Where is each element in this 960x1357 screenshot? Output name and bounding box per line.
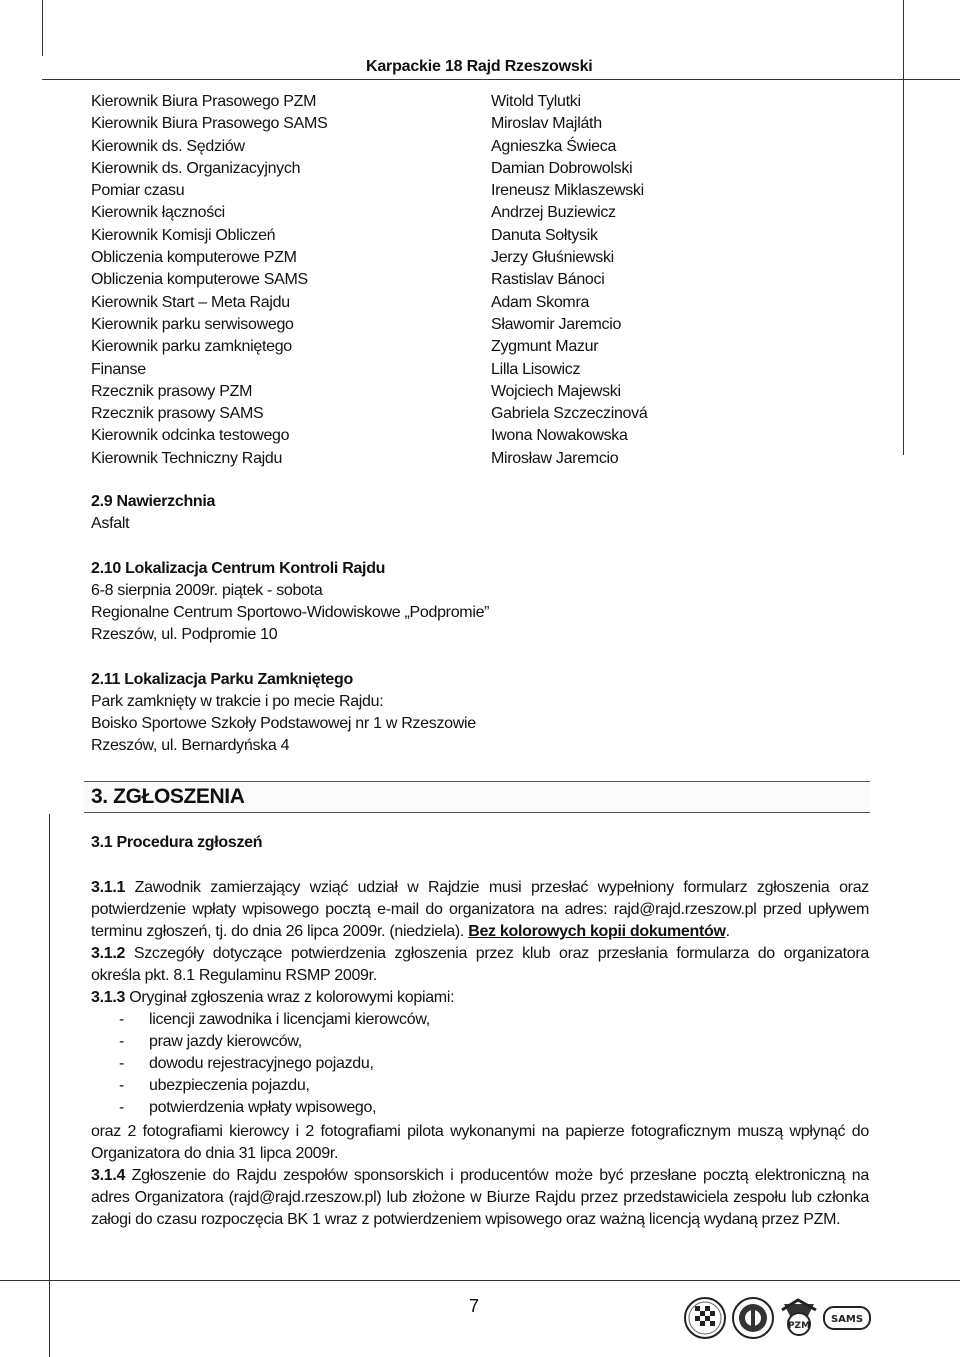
official-name: Gabriela Szczeczinová xyxy=(491,405,648,423)
surface-value: Asfalt xyxy=(91,515,130,532)
official-name: Sławomir Jaremcio xyxy=(491,315,622,333)
paragraph-3-1-4 xyxy=(91,1165,869,1231)
official-name: Ireneusz Miklaszewski xyxy=(491,182,644,200)
officials-roles-column xyxy=(91,91,327,470)
role-item: Kierownik Komisji Obliczeń xyxy=(91,226,276,244)
role-item: Obliczenia komputerowe SAMS xyxy=(91,271,308,289)
paragraph-text: Oryginał zgłoszenia wraz z kolorowymi kopiami: xyxy=(125,989,455,1006)
paragraph-3-1-3-continued: oraz 2 fotografiami kierowcy i 2 fotografiami pilota wykonanymi na papierze fotograficznym muszą wpłynąć do Organizatora do dnia 31 lipca 2009r. xyxy=(91,1123,869,1162)
text-line: Park zamknięty w trakcie i po mecie Rajdu: xyxy=(91,693,384,710)
official-name: Miroslav Majláth xyxy=(491,115,602,133)
list-item: - ubezpieczenia pojazdu, xyxy=(119,1077,310,1094)
official-name: Andrzej Buziewicz xyxy=(491,204,616,222)
paragraph-number: 3.1.3 xyxy=(91,989,126,1006)
paragraph-text: Szczegóły dotyczące potwierdzenia zgłoszenia przez klub oraz przesłania formularza do organizatora określa pkt. 8.1 Regulaminu RSMP 2009r. xyxy=(91,945,869,984)
chapter-heading-bar xyxy=(84,781,870,813)
paragraph-number: 3.1.4 xyxy=(91,1167,126,1184)
text-line: 6-8 sierpnia 2009r. piątek - sobota xyxy=(91,582,323,599)
chapter-heading: 3. ZGŁOSZENIA xyxy=(91,785,245,808)
text-line: Boisko Sportowe Szkoły Podstawowej nr 1 w Rzeszowie xyxy=(91,715,476,732)
role-item: Obliczenia komputerowe PZM xyxy=(91,249,297,267)
list-item: - licencji zawodnika i licencjami kierowców, xyxy=(119,1011,430,1028)
subsection-heading: 3.1 Procedura zgłoszeń xyxy=(91,834,263,851)
closed-park-section xyxy=(91,669,476,757)
round-emblem-logo xyxy=(731,1296,775,1340)
role-item: Rzecznik prasowy SAMS xyxy=(91,405,264,423)
page-number: 7 xyxy=(469,1296,480,1316)
role-item: Kierownik Techniczny Rajdu xyxy=(91,449,283,467)
role-item: Kierownik parku serwisowego xyxy=(91,315,294,333)
document-header-title: Karpackie 18 Rajd Rzeszowski xyxy=(366,58,593,75)
section-heading: 2.9 Nawierzchnia xyxy=(91,493,216,510)
pzm-logo xyxy=(778,1296,820,1340)
official-name: Iwona Nowakowska xyxy=(491,427,628,445)
role-item: Kierownik Start – Meta Rajdu xyxy=(91,293,290,311)
frame-line-top-left xyxy=(42,0,43,56)
paragraph-3-1-3 xyxy=(91,987,869,1009)
list-item: - dowodu rejestracyjnego pojazdu, xyxy=(119,1055,374,1072)
paragraph-3-1-2 xyxy=(91,943,869,987)
list-item: - potwierdzenia wpłaty wpisowego, xyxy=(119,1099,377,1116)
frame-line-top-right xyxy=(903,0,904,455)
pzm-logo-text: PZM xyxy=(787,1321,811,1331)
official-name: Danuta Sołtysik xyxy=(491,226,598,244)
official-name: Mirosław Jaremcio xyxy=(491,449,619,467)
sams-logo xyxy=(822,1303,872,1333)
official-name: Lilla Lisowicz xyxy=(491,360,581,378)
role-item: Finanse xyxy=(91,360,146,378)
control-centre-section xyxy=(91,558,489,646)
role-item: Rzecznik prasowy PZM xyxy=(91,382,253,400)
official-name: Adam Skomra xyxy=(491,293,590,311)
text-line: Regionalne Centrum Sportowo-Widowiskowe „Podpromie” xyxy=(91,604,490,621)
underlined-notice: Bez kolorowych kopii dokumentów xyxy=(468,923,726,940)
official-name: Rastislav Bánoci xyxy=(491,271,605,289)
sams-logo-text: SAMS xyxy=(830,1314,864,1325)
list-item: - praw jazdy kierowców, xyxy=(119,1033,302,1050)
role-item: Kierownik Biura Prasowego SAMS xyxy=(91,115,328,133)
role-item: Kierownik parku zamkniętego xyxy=(91,338,292,356)
official-name: Wojciech Majewski xyxy=(491,382,621,400)
paragraph-text: . xyxy=(725,923,730,940)
section-heading: 2.10 Lokalizacja Centrum Kontroli Rajdu xyxy=(91,560,386,577)
checkered-flag-logo xyxy=(683,1296,727,1340)
role-item: Kierownik Biura Prasowego PZM xyxy=(91,93,317,110)
role-item: Kierownik ds. Organizacyjnych xyxy=(91,159,301,177)
surface-section xyxy=(91,491,215,535)
official-name: Zygmunt Mazur xyxy=(491,338,599,356)
header-rule xyxy=(42,79,960,80)
paragraph-number: 3.1.1 xyxy=(91,879,126,896)
officials-names-column xyxy=(491,91,647,470)
official-name: Agnieszka Świeca xyxy=(491,137,617,155)
text-line: Rzeszów, ul. Podpromie 10 xyxy=(91,626,278,643)
paragraph-3-1-1 xyxy=(91,877,869,943)
role-item: Kierownik łączności xyxy=(91,204,225,222)
paragraph-text: Zawodnik zamierzający wziąć udział w Rajdzie musi przesłać wypełniony formularz zgłoszenia oraz potwierdzenie wpłaty wpisowego pocztą e-mail do organizatora na adres: rajd@rajd.rzeszow.pl przed upływem terminu zgłoszeń, tj. do dnia 26 lipca 2009r. (niedziela). xyxy=(91,879,869,940)
paragraph-text: Zgłoszenie do Rajdu zespołów sponsorskich i producentów może być przesłane pocztą elektroniczną na adres Organizatora (rajd@rajd.rzeszow.pl) lub złożone w Biurze Rajdu przez przedstawiciela zespołu lub członka załogi do czasu rozpoczęcia BK 1 wraz z potwierdzeniem wpisowego oraz ważną licencją wydaną przez PZM. xyxy=(91,1167,869,1228)
role-item: Pomiar czasu xyxy=(91,182,185,200)
role-item: Kierownik odcinka testowego xyxy=(91,427,290,445)
paragraph-number: 3.1.2 xyxy=(91,945,126,962)
footer-rule xyxy=(0,1280,960,1281)
frame-line-bottom-left xyxy=(49,814,50,1357)
section-heading: 2.11 Lokalizacja Parku Zamkniętego xyxy=(91,671,353,688)
official-name: Jerzy Głuśniewski xyxy=(491,249,614,267)
text-line: Rzeszów, ul. Bernardyńska 4 xyxy=(91,737,290,754)
official-name: Witold Tylutki xyxy=(491,93,581,110)
role-item: Kierownik ds. Sędziów xyxy=(91,137,245,155)
official-name: Damian Dobrowolski xyxy=(491,159,633,177)
